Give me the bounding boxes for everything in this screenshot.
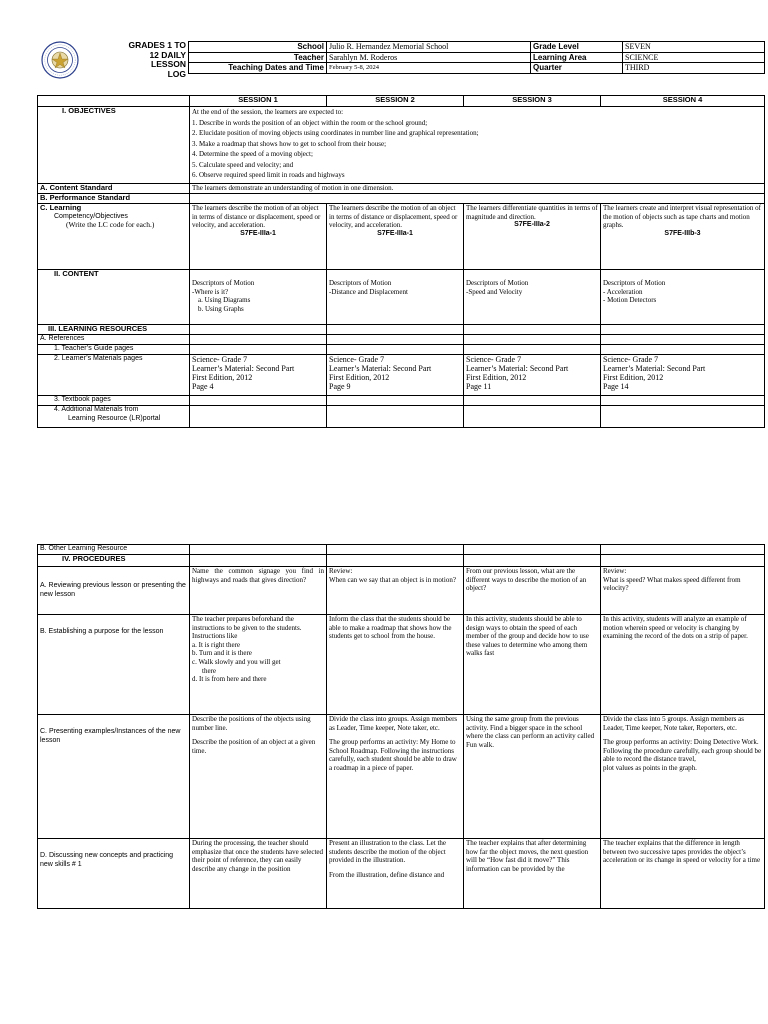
performance-standard-label: B. Performance Standard bbox=[38, 194, 190, 204]
content-line: - Acceleration bbox=[603, 287, 643, 296]
procedure-label-text: A. Reviewing previous lesson or presenting the new lesson bbox=[40, 582, 186, 598]
content-label-text: II. CONTENT bbox=[54, 269, 99, 278]
learning-area-label: Learning Area bbox=[531, 52, 623, 63]
header-row-teacher bbox=[189, 52, 765, 63]
deped-seal-icon bbox=[41, 41, 79, 79]
procedure-label-text: D. Discussing new concepts and practicing new skills # 1 bbox=[40, 852, 174, 868]
lm-line: Science- Grade 7 bbox=[466, 355, 522, 364]
procedure-cell bbox=[327, 715, 464, 839]
lc-code: S7FE-IIIa-2 bbox=[514, 221, 550, 229]
competency-cell bbox=[464, 204, 601, 270]
procedure-line: Present an illustration to the class. Let the students describe the motion of the object provided in the illustration. bbox=[329, 839, 447, 865]
header-row-school bbox=[189, 42, 765, 53]
objective-line: 5. Calculate speed and velocity; and bbox=[192, 160, 294, 169]
objective-line: At the end of the session, the learners are expected to: bbox=[192, 108, 344, 116]
teacher-label: Teacher bbox=[189, 52, 327, 63]
empty-cell bbox=[601, 396, 765, 406]
content-line: b. Using Graphs bbox=[198, 304, 244, 313]
procedure-line: Review: bbox=[603, 567, 627, 575]
procedure-line: The teacher explains that the difference in length between two successive tapes provides the object’s acceleration or its change in speed or velocity for a time bbox=[603, 839, 761, 865]
empty-cell bbox=[601, 345, 765, 355]
content-line: Descriptors of Motion bbox=[192, 279, 255, 287]
textbook-label bbox=[38, 396, 190, 406]
additional-materials-row bbox=[38, 406, 765, 428]
learning-area-value: SCIENCE bbox=[623, 52, 765, 63]
lm-line: Learner’s Material: Second Part bbox=[329, 364, 432, 373]
session-header: SESSION 3 bbox=[464, 96, 601, 107]
lm-line: Page 14 bbox=[603, 382, 629, 391]
empty-cell bbox=[464, 325, 601, 335]
empty-cell bbox=[327, 335, 464, 345]
empty-cell bbox=[464, 335, 601, 345]
procedure-label-text: C. Presenting examples/Instances of the new lesson bbox=[40, 728, 181, 744]
competency-label-note: (Write the LC code for each.) bbox=[66, 220, 155, 230]
procedure-row-d bbox=[38, 839, 765, 909]
procedure-label-text: B. Establishing a purpose for the lesson bbox=[40, 628, 164, 635]
empty-cell bbox=[601, 335, 765, 345]
lm-line: Page 4 bbox=[192, 382, 214, 391]
header-info-table bbox=[188, 41, 765, 74]
content-row bbox=[38, 270, 765, 325]
title-line: GRADES 1 TO bbox=[128, 40, 186, 50]
objective-line: 3. Make a roadmap that shows how to get to school from their house; bbox=[192, 139, 387, 148]
lc-code: S7FE-IIIb-3 bbox=[664, 229, 701, 237]
procedure-cell bbox=[190, 615, 327, 715]
empty-cell bbox=[464, 396, 601, 406]
content-line: -Distance and Displacement bbox=[329, 287, 408, 296]
lm-line: First Edition, 2012 bbox=[466, 373, 527, 382]
additional-materials-line: Learning Resource (LR)portal bbox=[68, 414, 161, 422]
procedure-line: From our previous lesson, what are the different ways to describe the motion of an object? bbox=[466, 567, 587, 593]
content-standard-label: A. Content Standard bbox=[38, 184, 190, 194]
objective-line: 1. Describe in words the position of an object within the room or the school ground; bbox=[192, 118, 428, 127]
procedure-label bbox=[38, 715, 190, 839]
empty-cell bbox=[327, 345, 464, 355]
procedure-cell bbox=[464, 715, 601, 839]
empty-cell bbox=[464, 555, 601, 567]
objective-line: 2. Elucidate position of moving objects using coordinates in number line and graphical representation; bbox=[192, 129, 479, 137]
empty-cell bbox=[190, 335, 327, 345]
competency-text: The learners create and interpret visual representation of the motion of objects such as tape charts and motion graphs. bbox=[603, 204, 762, 230]
empty-cell bbox=[601, 406, 765, 428]
learners-materials-row bbox=[38, 355, 765, 396]
procedure-row-c bbox=[38, 715, 765, 839]
procedure-line: a. It is right there bbox=[192, 640, 241, 649]
procedure-line: Inform the class that the students should be able to make a roadmap that shows how the students get to school from the house. bbox=[329, 615, 452, 641]
lm-line: First Edition, 2012 bbox=[603, 373, 664, 382]
lm-line: Science- Grade 7 bbox=[192, 355, 248, 364]
content-cell bbox=[601, 270, 765, 325]
textbook-label-text: 3. Textbook pages bbox=[54, 396, 111, 403]
empty-cell bbox=[601, 545, 765, 555]
procedure-line: Describe the positions of the objects using number line. bbox=[192, 715, 311, 732]
other-resource-row bbox=[38, 545, 765, 555]
lm-cell bbox=[464, 355, 601, 396]
lm-line: Page 11 bbox=[466, 382, 492, 391]
additional-materials-label bbox=[38, 406, 190, 428]
session-header: SESSION 1 bbox=[190, 96, 327, 107]
content-cell bbox=[327, 270, 464, 325]
school-value: Julio R. Hernandez Memorial School bbox=[327, 42, 531, 53]
procedure-cell bbox=[190, 839, 327, 909]
procedure-line: Name the common signage you find in highways and roads that gives direction? bbox=[192, 567, 324, 584]
dates-label: Teaching Dates and Time bbox=[189, 63, 327, 74]
competency-label-main: C. Learning bbox=[40, 203, 82, 212]
content-line: a. Using Diagrams bbox=[198, 296, 251, 305]
quarter-value: THIRD bbox=[623, 63, 765, 74]
procedure-cell bbox=[464, 615, 601, 715]
additional-materials-line: 4. Additional Materials from bbox=[54, 406, 139, 413]
content-standard-row bbox=[38, 184, 765, 194]
procedure-line: describe any change in the position bbox=[192, 864, 291, 873]
other-resource-label: B. Other Learning Resource bbox=[38, 545, 190, 555]
references-label: A. References bbox=[38, 335, 190, 345]
procedure-line: From the illustration, define distance and bbox=[329, 870, 445, 879]
teacher-value: Sarahlyn M. Roderos bbox=[327, 52, 531, 63]
empty-cell bbox=[190, 325, 327, 335]
objectives-row bbox=[38, 107, 765, 184]
procedure-cell bbox=[601, 567, 765, 615]
objectives-list bbox=[190, 107, 765, 184]
empty-cell bbox=[190, 406, 327, 428]
competency-text: The learners describe the motion of an object in terms of distance or displacement, speed or velocity, and acceleration. bbox=[329, 204, 458, 230]
content-line: Descriptors of Motion bbox=[466, 279, 529, 287]
empty-cell bbox=[601, 555, 765, 567]
lc-code: S7FE-IIIa-1 bbox=[240, 229, 276, 237]
lm-line: First Edition, 2012 bbox=[329, 373, 390, 382]
content-cell bbox=[464, 270, 601, 325]
procedure-cell bbox=[190, 567, 327, 615]
title-line: LESSON bbox=[151, 59, 186, 69]
learners-materials-label bbox=[38, 355, 190, 396]
quarter-label: Quarter bbox=[531, 63, 623, 74]
empty-cell bbox=[190, 545, 327, 555]
procedure-line: c. Walk slowly and you will get bbox=[192, 657, 281, 666]
procedure-cell bbox=[464, 567, 601, 615]
competency-text: The learners describe the motion of an object in terms of distance or displacement, speed or velocity, and acceleration. bbox=[192, 204, 321, 230]
learners-materials-label-text: 2. Learner’s Materials pages bbox=[54, 355, 143, 362]
procedure-line: plot values as points in the graph. bbox=[603, 763, 697, 772]
procedure-row-a bbox=[38, 567, 765, 615]
lm-line: Page 9 bbox=[329, 382, 351, 391]
empty-cell bbox=[464, 345, 601, 355]
procedure-line: Using the same group from the previous activity. Find a bigger space in the school where the class can perform an activity called Fun walk. bbox=[466, 715, 595, 749]
competency-label-sub: Competency/Objectives bbox=[54, 212, 128, 220]
content-line: Descriptors of Motion bbox=[329, 279, 392, 287]
procedure-cell bbox=[601, 715, 765, 839]
log-title bbox=[110, 41, 186, 79]
competency-text: The learners differentiate quantities in terms of magnitude and direction. bbox=[466, 204, 598, 221]
lesson-plan-table-top bbox=[37, 95, 765, 428]
procedure-line: When can we say that an object is in motion? bbox=[329, 575, 456, 584]
empty-cell bbox=[327, 325, 464, 335]
competency-cell bbox=[327, 204, 464, 270]
lesson-plan-table-bottom bbox=[37, 544, 765, 909]
procedures-label-text: IV. PROCEDURES bbox=[62, 554, 126, 563]
procedure-line: Divide the class into groups. Assign members as Leader, Time keeper, Note taker, etc. bbox=[329, 715, 458, 732]
learning-resources-row bbox=[38, 325, 765, 335]
lm-line: Science- Grade 7 bbox=[603, 355, 659, 364]
teachers-guide-label bbox=[38, 345, 190, 355]
lm-cell bbox=[190, 355, 327, 396]
empty-cell bbox=[190, 345, 327, 355]
procedure-label bbox=[38, 615, 190, 715]
grade-level-label: Grade Level bbox=[531, 42, 623, 53]
empty-cell bbox=[327, 406, 464, 428]
learning-resources-label-text: III. LEARNING RESOURCES bbox=[48, 324, 148, 333]
empty-cell bbox=[601, 325, 765, 335]
content-line: -Speed and Velocity bbox=[466, 287, 523, 296]
competency-cell bbox=[601, 204, 765, 270]
teachers-guide-label-text: 1. Teacher’s Guide pages bbox=[54, 345, 134, 352]
textbook-row bbox=[38, 396, 765, 406]
procedure-label bbox=[38, 839, 190, 909]
procedure-cell bbox=[327, 615, 464, 715]
competency-label bbox=[38, 204, 190, 270]
objective-line: 6. Observe required speed limit in roads and highways bbox=[192, 171, 345, 179]
procedure-line: What is speed? What makes speed different from velocity? bbox=[603, 575, 741, 593]
empty-cell bbox=[327, 396, 464, 406]
procedure-cell bbox=[327, 839, 464, 909]
lm-line: Learner’s Material: Second Part bbox=[466, 364, 569, 373]
procedure-line: In this activity, students will analyze an example of motion wherein speed or velocity is changing by examining the record of the dots on a strip of paper. bbox=[603, 615, 748, 641]
procedure-line: The group performs an activity: Doing Detective Work. Following the procedure carefully, each group should be able to record the distance travel, bbox=[603, 738, 762, 764]
content-standard-value: The learners demonstrate an understanding of motion in one dimension. bbox=[190, 184, 765, 194]
empty-cell bbox=[464, 545, 601, 555]
empty-cell bbox=[190, 396, 327, 406]
header-row-dates bbox=[189, 63, 765, 74]
procedure-line: During the processing, the teacher should emphasize that once the students have selected their point of reference, they can easily bbox=[192, 839, 324, 865]
grade-level-value: SEVEN bbox=[623, 42, 765, 53]
title-line: 12 DAILY bbox=[149, 49, 186, 60]
content-line: -Where is it? bbox=[192, 287, 229, 296]
school-label: School bbox=[189, 42, 327, 53]
performance-standard-row bbox=[38, 194, 765, 204]
objectives-label bbox=[38, 107, 190, 184]
procedure-line: Review: bbox=[329, 567, 353, 575]
procedure-cell bbox=[601, 839, 765, 909]
procedure-line: Divide the class into 5 groups. Assign members as Leader, Time keeper, Note taker, Reporters, etc. bbox=[603, 715, 744, 732]
lm-line: Learner’s Material: Second Part bbox=[192, 364, 295, 373]
procedure-row-b bbox=[38, 615, 765, 715]
procedure-line: The group performs an activity: My Home to School Roadmap. Following the instructions carefully, each student should be able to draw a roadmap in a piece of paper. bbox=[329, 738, 457, 772]
session-header: SESSION 2 bbox=[327, 96, 464, 107]
lm-cell bbox=[327, 355, 464, 396]
empty-cell bbox=[464, 406, 601, 428]
procedure-label bbox=[38, 567, 190, 615]
content-label bbox=[38, 270, 190, 325]
lc-code: S7FE-IIIa-1 bbox=[377, 229, 413, 237]
teachers-guide-row bbox=[38, 345, 765, 355]
dates-value: February 5-8, 2024 bbox=[327, 63, 531, 74]
competency-cell bbox=[190, 204, 327, 270]
learning-resources-label bbox=[38, 325, 190, 335]
session-header: SESSION 4 bbox=[601, 96, 765, 107]
empty-cell bbox=[327, 545, 464, 555]
procedure-line: Describe the position of an object at a given time. bbox=[192, 738, 316, 755]
procedure-line: The teacher explains that after determining how far the object moves, the next question will be “How fast did it move?” This information can be provided by the bbox=[466, 839, 589, 873]
lm-line: First Edition, 2012 bbox=[192, 373, 253, 382]
references-row bbox=[38, 335, 765, 345]
performance-standard-value bbox=[190, 194, 765, 204]
procedures-header-row bbox=[38, 555, 765, 567]
lm-cell bbox=[601, 355, 765, 396]
procedure-line: b. Turn and it is there bbox=[192, 649, 252, 658]
procedure-cell bbox=[601, 615, 765, 715]
lm-line: Learner’s Material: Second Part bbox=[603, 364, 706, 373]
procedure-line: d. It is from here and there bbox=[192, 675, 267, 684]
content-cell bbox=[190, 270, 327, 325]
procedure-line: there bbox=[202, 666, 216, 675]
competency-row bbox=[38, 204, 765, 270]
objective-line: 4. Determine the speed of a moving object; bbox=[192, 150, 313, 158]
procedure-cell bbox=[327, 567, 464, 615]
procedure-line: In this activity, students should be able to design ways to obtain the speed of each member of the group and decide how to use these values to determine who among them walks fast bbox=[466, 615, 589, 658]
empty-cell bbox=[327, 555, 464, 567]
lm-line: Science- Grade 7 bbox=[329, 355, 385, 364]
empty-cell bbox=[190, 555, 327, 567]
procedures-label bbox=[38, 555, 190, 567]
objectives-label-text: I. OBJECTIVES bbox=[62, 106, 116, 115]
content-line: Descriptors of Motion bbox=[603, 279, 666, 287]
content-line: - Motion Detectors bbox=[603, 296, 657, 305]
procedure-line: The teacher prepares beforehand the instructions to be given to the students. Instructions like bbox=[192, 615, 302, 641]
procedure-cell bbox=[464, 839, 601, 909]
session-header-row bbox=[38, 96, 765, 107]
procedure-cell bbox=[190, 715, 327, 839]
blank-header-cell bbox=[38, 96, 190, 107]
title-line: LOG bbox=[167, 68, 186, 79]
